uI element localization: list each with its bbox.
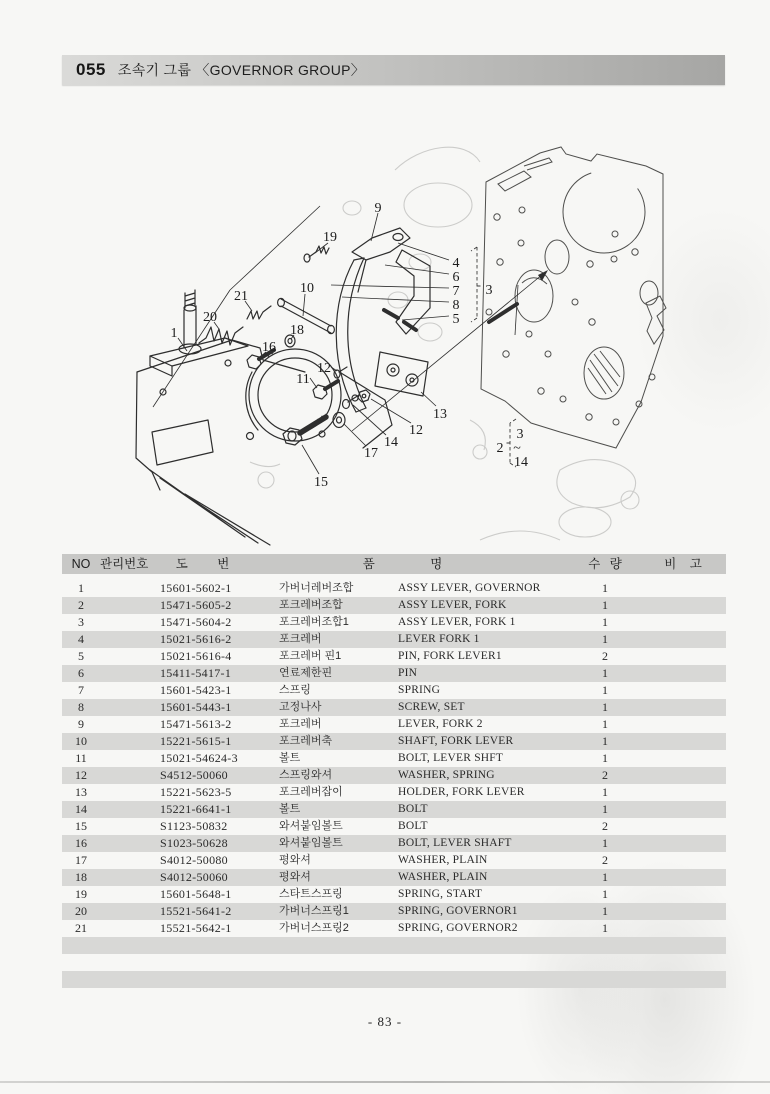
cell-part-no: 15021-5616-2 (160, 632, 232, 646)
cell-part-no: 15021-54624-3 (160, 751, 238, 765)
cell-qty: 1 (602, 921, 608, 935)
cell-qty: 1 (602, 785, 608, 799)
table-row (62, 852, 726, 869)
cell-name-ko: 평와셔 (279, 871, 311, 883)
cell-qty: 2 (602, 768, 608, 782)
diagram-callout: 8 (452, 298, 460, 313)
cell-remark (640, 699, 726, 716)
cell-no: 3 (78, 615, 84, 629)
table-row (62, 886, 726, 903)
diagram-callout: 3 (485, 283, 493, 298)
cell-remark (640, 665, 726, 682)
cell-name-en: SPRING, START (398, 888, 483, 900)
cell-qty (570, 937, 640, 954)
parts-table (62, 554, 726, 988)
cell-name-en: WASHER, SPRING (398, 769, 495, 781)
cell-remark (640, 597, 726, 614)
cell-name-ko: 스타트스프링 (279, 888, 343, 900)
cell-mgmt-no (100, 920, 150, 937)
cell-mgmt-no (100, 733, 150, 750)
diagram-callout: 16 (262, 340, 276, 355)
flywheel-housing-art (481, 147, 666, 448)
cell-qty: 2 (602, 819, 608, 833)
cell-remark (640, 835, 726, 852)
cell-remark (640, 631, 726, 648)
cell-part-no: S4012-50060 (160, 870, 228, 884)
diagram-callout: 12 (409, 423, 423, 438)
cell-no: 4 (78, 632, 84, 646)
cell-remark (640, 716, 726, 733)
cell-no: 5 (78, 649, 84, 663)
cell-qty: 2 (602, 853, 608, 867)
cell-no: 10 (75, 734, 87, 748)
diagram-callout: 20 (203, 310, 217, 325)
cell-no: 21 (75, 921, 87, 935)
table-row (62, 784, 726, 801)
table-row (62, 937, 726, 954)
cell-no: 15 (75, 819, 87, 833)
cell-no: 8 (78, 700, 84, 714)
cell-remark (640, 750, 726, 767)
table-row (62, 682, 726, 699)
cell-qty: 1 (602, 870, 608, 884)
table-row (62, 631, 726, 648)
cell-name-en: PIN (398, 667, 418, 679)
cell-remark (640, 784, 726, 801)
cell-mgmt-no (100, 954, 150, 971)
table-row (62, 580, 726, 597)
group-brackets (471, 247, 516, 467)
col-header-name: 품 명 (362, 557, 443, 571)
cell-no: 9 (78, 717, 84, 731)
cell-qty: 1 (602, 751, 608, 765)
cell-qty: 1 (602, 734, 608, 748)
cell-name-ko: 포크레버 핀1 (279, 650, 342, 662)
table-row (62, 716, 726, 733)
page-number: - 83 - (367, 1014, 403, 1029)
cell-name-en (390, 937, 570, 954)
cell-name-ko: 포크레버잡이 (279, 786, 343, 798)
cell-mgmt-no (100, 631, 150, 648)
diagram-callout: 6 (452, 270, 460, 285)
cell-remark (640, 682, 726, 699)
section-title: 조속기 그룹 〈GOVERNOR GROUP〉 (117, 62, 366, 78)
cell-remark (640, 903, 726, 920)
cell-name-en: SPRING, GOVERNOR2 (398, 922, 518, 934)
cell-qty: 1 (602, 683, 608, 697)
cell-name-ko: 볼트 (279, 803, 301, 815)
diagram-callout: 17 (364, 446, 378, 461)
cell-mgmt-no (100, 852, 150, 869)
table-row (62, 835, 726, 852)
callout-leader-line (385, 265, 449, 274)
diagram-callout: 10 (300, 281, 314, 296)
cell-qty: 1 (602, 615, 608, 629)
cell-part-no (150, 971, 255, 988)
col-header-remark: 비 고 (664, 557, 702, 571)
cell-remark (640, 886, 726, 903)
cell-name-ko: 포크레버축 (279, 735, 333, 747)
cell-part-no: 15601-5443-1 (160, 700, 232, 714)
cell-qty: 1 (602, 700, 608, 714)
cell-mgmt-no (100, 801, 150, 818)
cell-mgmt-no (100, 869, 150, 886)
cell-no: 1 (78, 581, 84, 595)
callout-leader-line (421, 392, 436, 406)
cell-name-en: ASSY LEVER, FORK (398, 599, 507, 611)
callout-leader-line (310, 378, 317, 388)
cell-mgmt-no (100, 682, 150, 699)
cell-name-en (390, 971, 570, 988)
cell-qty: 1 (602, 717, 608, 731)
section-header-bar (62, 55, 725, 85)
ghost-engine-art (250, 147, 639, 540)
table-row (62, 818, 726, 835)
diagram-callout: 9 (374, 201, 382, 216)
cell-part-no: 15471-5605-2 (160, 598, 232, 612)
table-row (62, 750, 726, 767)
cell-name-ko (255, 954, 390, 971)
cell-name-ko (255, 937, 390, 954)
cell-remark (640, 801, 726, 818)
cell-remark (640, 869, 726, 886)
cell-mgmt-no (100, 716, 150, 733)
parts-table-header (62, 554, 726, 574)
cell-mgmt-no (100, 835, 150, 852)
cell-name-ko: 연료제한핀 (279, 667, 333, 679)
col-header-part: 도 번 (175, 557, 230, 571)
cell-remark (640, 733, 726, 750)
table-row (62, 733, 726, 750)
diagram-callout: 4 (452, 256, 460, 271)
cell-mgmt-no (100, 767, 150, 784)
diagram-callout: 2 (496, 441, 504, 456)
cell-no: 18 (75, 870, 87, 884)
cell-name-ko: 가버너스프링1 (279, 905, 349, 917)
cell-no: 11 (75, 751, 87, 765)
diagram-callout: 7 (452, 284, 460, 299)
cell-name-ko: 와셔붙임볼트 (279, 837, 343, 849)
cell-mgmt-no (100, 597, 150, 614)
cell-mgmt-no (100, 580, 150, 597)
cell-name-en: WASHER, PLAIN (398, 871, 488, 883)
cell-name-en: SHAFT, FORK LEVER (398, 735, 514, 747)
cell-qty: 1 (602, 904, 608, 918)
diagram-callout: 15 (314, 475, 328, 490)
cell-no: 7 (78, 683, 84, 697)
cell-no: 6 (78, 666, 84, 680)
cell-part-no: 15471-5604-2 (160, 615, 232, 629)
cell-name-ko: 볼트 (279, 752, 301, 764)
cell-part-no: S1023-50628 (160, 836, 228, 850)
table-row (62, 665, 726, 682)
cell-part-no (150, 937, 255, 954)
cell-part-no: 15221-6641-1 (160, 802, 232, 816)
cell-name-ko: 고정나사 (279, 701, 322, 713)
lever-assembly-art (199, 228, 430, 445)
table-row (62, 767, 726, 784)
cell-qty: 1 (602, 598, 608, 612)
cell-part-no (150, 954, 255, 971)
cell-part-no: 15601-5602-1 (160, 581, 232, 595)
cell-name-ko: 가버너스프링2 (279, 922, 349, 934)
cell-qty: 2 (602, 649, 608, 663)
col-header-qty: 수 량 (588, 557, 622, 571)
cell-remark (640, 971, 726, 988)
cell-remark (640, 580, 726, 597)
table-row (62, 614, 726, 631)
cell-part-no: S1123-50832 (160, 819, 228, 833)
diagram-callout: 11 (296, 372, 310, 387)
cell-qty: 1 (602, 581, 608, 595)
cell-qty: 1 (602, 887, 608, 901)
cell-part-no: 15521-5642-1 (160, 921, 232, 935)
cell-name-en: BOLT, LEVER SHFT (398, 752, 504, 764)
cell-remark (640, 767, 726, 784)
cell-part-no: 15411-5417-1 (160, 666, 232, 680)
diagram-callout: 14 (514, 455, 528, 470)
diagram-callout: 5 (452, 312, 460, 327)
cell-name-en: BOLT (398, 803, 428, 815)
cell-part-no: 15601-5423-1 (160, 683, 232, 697)
callout-leader-line (402, 316, 449, 320)
cell-name-ko: 가버너레버조합 (279, 582, 354, 594)
cell-no (62, 937, 100, 954)
cell-qty: 1 (602, 632, 608, 646)
table-row (62, 801, 726, 818)
diagram-callout: ~ (513, 441, 521, 456)
diagram-callout: 18 (290, 323, 304, 338)
cell-no: 19 (75, 887, 87, 901)
cell-remark (640, 614, 726, 631)
cell-no (62, 971, 100, 988)
cell-mgmt-no (100, 614, 150, 631)
cell-part-no: 15021-5616-4 (160, 649, 232, 663)
table-row (62, 699, 726, 716)
cell-mgmt-no (100, 937, 150, 954)
cell-mgmt-no (100, 818, 150, 835)
callout-leader-line (331, 285, 449, 288)
cell-no: 2 (78, 598, 84, 612)
cell-part-no: 15221-5623-5 (160, 785, 232, 799)
cell-name-ko: 포크레버 (279, 718, 322, 730)
cell-name-en: BOLT (398, 820, 428, 832)
diagram-callout: 14 (384, 435, 398, 450)
diagram-callout: 19 (323, 230, 337, 245)
callout-leader-line (303, 294, 305, 316)
cell-qty: 1 (602, 836, 608, 850)
cell-no: 13 (75, 785, 87, 799)
cell-no: 17 (75, 853, 87, 867)
table-row (62, 869, 726, 886)
cell-part-no: 15221-5615-1 (160, 734, 232, 748)
table-row (62, 971, 726, 988)
cell-name-en: HOLDER, FORK LEVER (398, 786, 525, 798)
cell-part-no: S4512-50060 (160, 768, 228, 782)
cell-name-en: PIN, FORK LEVER1 (398, 650, 502, 662)
cell-name-ko: 스프링 (279, 684, 311, 696)
cell-part-no: 15471-5613-2 (160, 717, 232, 731)
callout-layer (171, 201, 529, 490)
cell-name-en: ASSY LEVER, FORK 1 (398, 616, 516, 628)
diagram-callout: 3 (516, 427, 524, 442)
cell-mgmt-no (100, 971, 150, 988)
diagram-callout: 21 (234, 289, 248, 304)
cell-name-en: LEVER, FORK 2 (398, 718, 483, 730)
diagram-callout: 1 (170, 326, 178, 341)
callout-leader-line (353, 405, 386, 435)
callout-leader-line (344, 424, 366, 446)
cell-qty (570, 971, 640, 988)
cell-name-en: ASSY LEVER, GOVERNOR (398, 582, 541, 594)
cell-qty (570, 954, 640, 971)
cell-name-en: WASHER, PLAIN (398, 854, 488, 866)
col-header-mgmt: 관리번호 (100, 557, 149, 571)
table-row (62, 920, 726, 937)
exploded-diagram (40, 115, 720, 547)
cell-name-ko (255, 971, 390, 988)
cell-qty: 1 (602, 802, 608, 816)
cell-no (62, 954, 100, 971)
diagram-callout: 13 (433, 407, 447, 422)
table-row (62, 597, 726, 614)
cell-mgmt-no (100, 648, 150, 665)
cell-qty: 1 (602, 666, 608, 680)
cell-remark (640, 937, 726, 954)
cell-part-no: 15601-5648-1 (160, 887, 232, 901)
cell-remark (640, 920, 726, 937)
cell-part-no: 15521-5641-2 (160, 904, 232, 918)
cell-remark (640, 954, 726, 971)
cell-name-en: LEVER FORK 1 (398, 633, 480, 645)
cell-name-ko: 포크레버 (279, 633, 322, 645)
cell-mgmt-no (100, 886, 150, 903)
cell-name-en: BOLT, LEVER SHAFT (398, 837, 512, 849)
cell-mgmt-no (100, 903, 150, 920)
section-code: 055 (76, 60, 106, 79)
cell-name-ko: 포크레버조합 (279, 599, 343, 611)
cell-name-ko: 스프링와셔 (279, 769, 333, 781)
cell-name-en: SPRING, GOVERNOR1 (398, 905, 518, 917)
cell-name-ko: 포크레버조합1 (279, 616, 349, 628)
cell-remark (640, 648, 726, 665)
cell-name-ko: 평와셔 (279, 854, 311, 866)
diagram-callout: 12 (317, 361, 331, 376)
cell-name-ko: 와셔붙임볼트 (279, 820, 343, 832)
cell-part-no: S4012-50080 (160, 853, 228, 867)
cell-name-en (390, 954, 570, 971)
cell-remark (640, 852, 726, 869)
table-row (62, 903, 726, 920)
cell-mgmt-no (100, 750, 150, 767)
bottom-scan-line (0, 1081, 770, 1083)
cell-remark (640, 818, 726, 835)
table-row (62, 648, 726, 665)
cell-mgmt-no (100, 784, 150, 801)
cell-mgmt-no (100, 699, 150, 716)
cell-name-en: SPRING (398, 684, 441, 696)
cell-no: 12 (75, 768, 87, 782)
col-header-no: NO (71, 557, 91, 571)
cell-no: 20 (75, 904, 87, 918)
callout-leader-line (302, 445, 319, 474)
cell-name-en: SCREW, SET (398, 701, 465, 713)
cell-mgmt-no (100, 665, 150, 682)
cell-no: 14 (75, 802, 87, 816)
cell-no: 16 (75, 836, 87, 850)
callout-leader-line (342, 297, 449, 302)
table-row (62, 954, 726, 971)
parts-table-body (62, 580, 726, 988)
